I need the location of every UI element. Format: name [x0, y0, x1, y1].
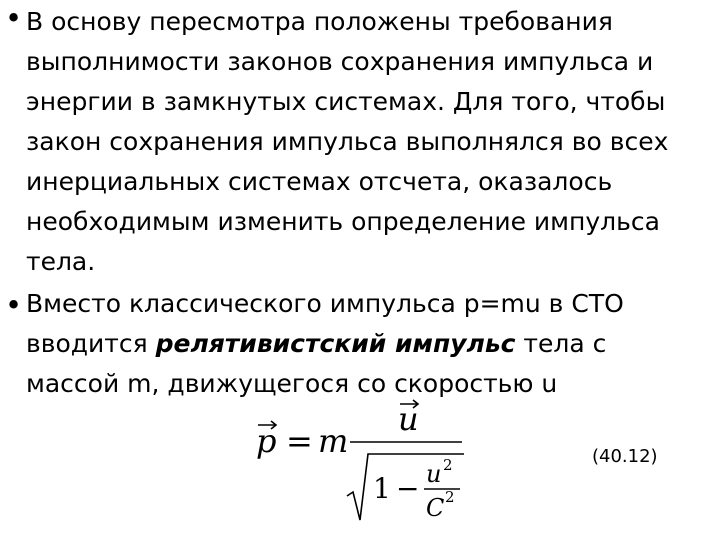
bullet-marker: • — [5, 1, 23, 35]
formula-u: u — [426, 460, 442, 488]
formula-u-exponent: 2 — [443, 456, 453, 474]
equation-number: (40.12) — [592, 446, 658, 467]
bullet-text-part: тела с массой m, движущегося со скоростью u — [26, 329, 607, 398]
bullet-text-part: Вместо классического импульса p=mu в СТО вводится — [26, 289, 624, 358]
bullet-text-relativistic-momentum — [26, 284, 706, 404]
formula-numerator-u: u — [398, 400, 419, 438]
emphasized-term: релятивистский импульс — [155, 329, 516, 358]
formula-m: m — [318, 422, 349, 460]
formula-c: C — [426, 494, 445, 522]
formula-minus: − — [396, 472, 420, 505]
bullet-text-momentum-conservation: В основу пересмотра положены требования выполнимости законов сохранения импульса и энергии в замкнутых системах. Для того, чтобы закон сохранения импульса выполнялся во всех инерциальных системах отсчета, оказалось необходимым изменить определение импульса тела. — [26, 7, 669, 276]
formula-one: 1 — [373, 472, 391, 505]
formula-equals: = — [286, 422, 313, 460]
relativistic-momentum-formula — [250, 396, 490, 526]
formula-p: p — [256, 422, 277, 460]
bullet-marker: • — [5, 288, 23, 322]
formula-c-exponent: 2 — [445, 488, 455, 506]
